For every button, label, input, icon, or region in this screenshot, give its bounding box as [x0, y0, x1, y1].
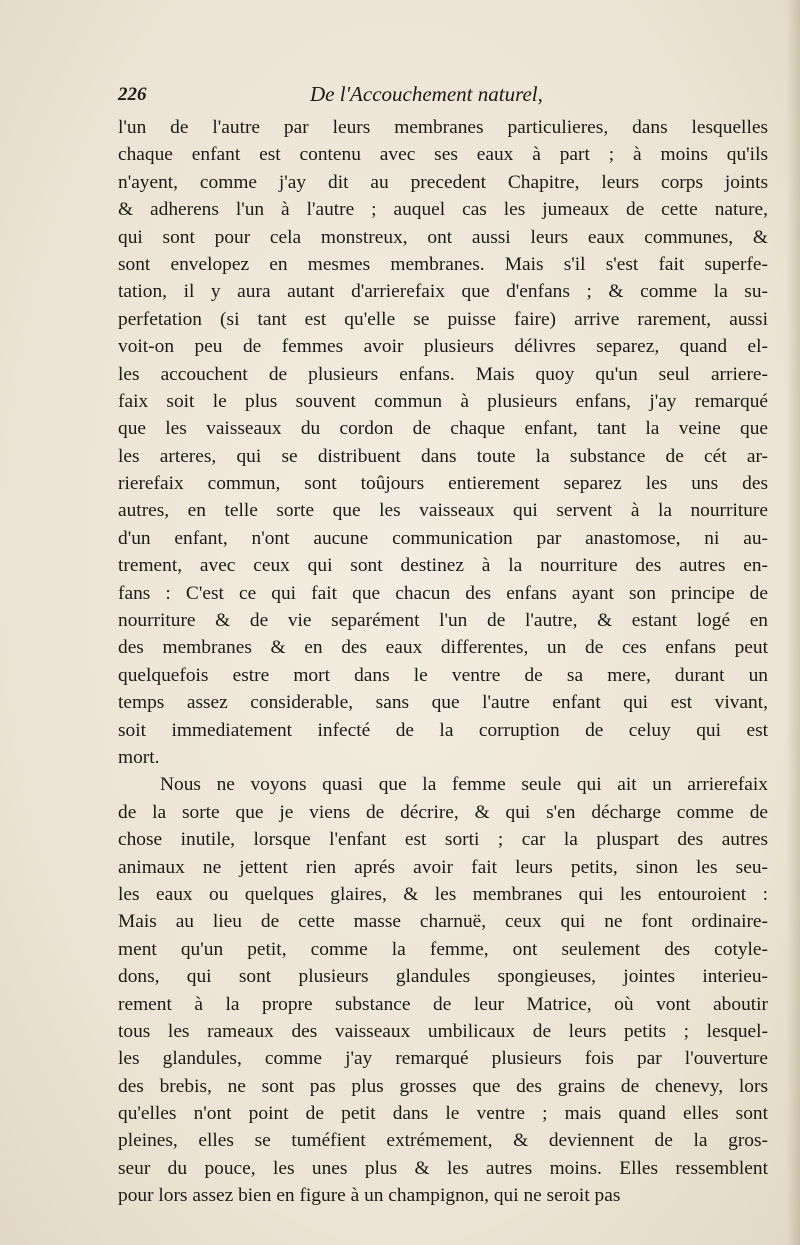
text-line: animaux ne jettent rien aprés avoir fait leurs petits, sinon les seu- — [118, 856, 768, 878]
text-line: les accouchent de plusieurs enfans. Mais quoy qu'un seul arriere- — [118, 363, 768, 385]
text-line: tous les rameaux des vaisseaux umbilicaux de leurs petits ; lesquel- — [118, 1020, 768, 1042]
text-line: trement, avec ceux qui sont destinez à la nourriture des autres en- — [118, 555, 768, 577]
text-line: dons, qui sont plusieurs glandules spongieuses, jointes interieu- — [118, 966, 768, 988]
text-line: des brebis, ne sont pas plus grosses que des grains de chenevy, lors — [118, 1075, 768, 1097]
text-line: temps assez considerable, sans que l'autre enfant qui est vivant, — [118, 692, 768, 714]
text-line: nourriture & de vie separément l'un de l'autre, & estant logé en — [118, 610, 768, 632]
text-line: l'un de l'autre par leurs membranes particulieres, dans lesquelles — [118, 117, 768, 138]
text-line: ment qu'un petit, comme la femme, ont seulement des cotyle- — [118, 938, 768, 960]
text-line: mort. — [118, 746, 160, 768]
text-line: qui sont pour cela monstreux, ont aussi leurs eaux communes, & — [118, 226, 768, 248]
paragraph — [118, 771, 768, 1209]
text-line: rement à la propre substance de leur Matrice, où vont aboutir — [118, 993, 768, 1015]
text-line: des membranes & en des eaux differentes, un de ces enfans peut — [118, 637, 768, 659]
text-line: les arteres, qui se distribuent dans toute la substance de cét ar- — [118, 445, 768, 467]
text-line: autres, en telle sorte que les vaisseaux qui servent à la nourriture — [118, 500, 768, 522]
text-line: d'un enfant, n'ont aucune communication par anastomose, ni au- — [118, 527, 768, 549]
text-line: pour lors assez bien en figure à un champignon, qui ne seroit pas — [118, 1185, 621, 1207]
text-line: les glandules, comme j'ay remarqué plusieurs fois par l'ouverture — [118, 1048, 768, 1070]
text-line: quelquefois estre mort dans le ventre de sa mere, durant un — [118, 664, 768, 686]
text-line: seur du pouce, les unes plus & les autres moins. Elles ressemblent — [118, 1157, 768, 1179]
text-line: les eaux ou quelques glaires, & les membranes qui les entouroient : — [118, 883, 768, 905]
text-line: Mais au lieu de cette masse charnuë, ceux qui ne font ordinaire- — [118, 911, 768, 933]
text-line: soit immediatement infecté de la corruption de celuy qui est — [118, 719, 768, 741]
text-line: n'ayent, comme j'ay dit au precedent Chapitre, leurs corps joints — [118, 171, 768, 193]
page-edge-shadow — [786, 0, 800, 1245]
running-title: De l'Accouchement naturel, — [310, 82, 543, 106]
text-line: tation, il y aura autant d'arrierefaix que d'enfans ; & comme la su- — [118, 281, 768, 303]
text-line: chaque enfant est contenu avec ses eaux à part ; à moins qu'ils — [118, 144, 768, 166]
text-line: chose inutile, lorsque l'enfant est sorti ; car la pluspart des autres — [118, 829, 768, 851]
text-line: que les vaisseaux du cordon de chaque enfant, tant la veine que — [118, 418, 768, 440]
text-line: & adherens l'un à l'autre ; auquel cas les jumeaux de cette nature, — [118, 199, 768, 221]
text-line: perfetation (si tant est qu'elle se puisse faire) arrive rarement, aussi — [118, 308, 768, 330]
text-line: qu'elles n'ont point de petit dans le ventre ; mais quand elles sont — [118, 1103, 768, 1125]
page-header — [118, 82, 758, 108]
page-number: 226 — [118, 84, 147, 105]
text-line: Nous ne voyons quasi que la femme seule qui ait un arrierefaix — [160, 774, 768, 796]
body-text — [118, 114, 768, 1210]
text-line: rierefaix commun, sont toûjours entierement separez les uns des — [118, 473, 768, 495]
paragraph — [118, 114, 768, 771]
text-line: pleines, elles se tuméfient extrémement, & deviennent de la gros- — [118, 1130, 768, 1152]
text-line: faix soit le plus souvent commun à plusieurs enfans, j'ay remarqué — [118, 390, 768, 412]
text-line: de la sorte que je viens de décrire, & qui s'en décharge comme de — [118, 801, 768, 823]
text-line: fans : C'est ce qui fait que chacun des enfans ayant son principe de — [118, 582, 768, 604]
text-line: voit-on peu de femmes avoir plusieurs délivres separez, quand el- — [118, 336, 768, 358]
text-line: sont envelopez en mesmes membranes. Mais s'il s'est fait superfe- — [118, 253, 768, 275]
